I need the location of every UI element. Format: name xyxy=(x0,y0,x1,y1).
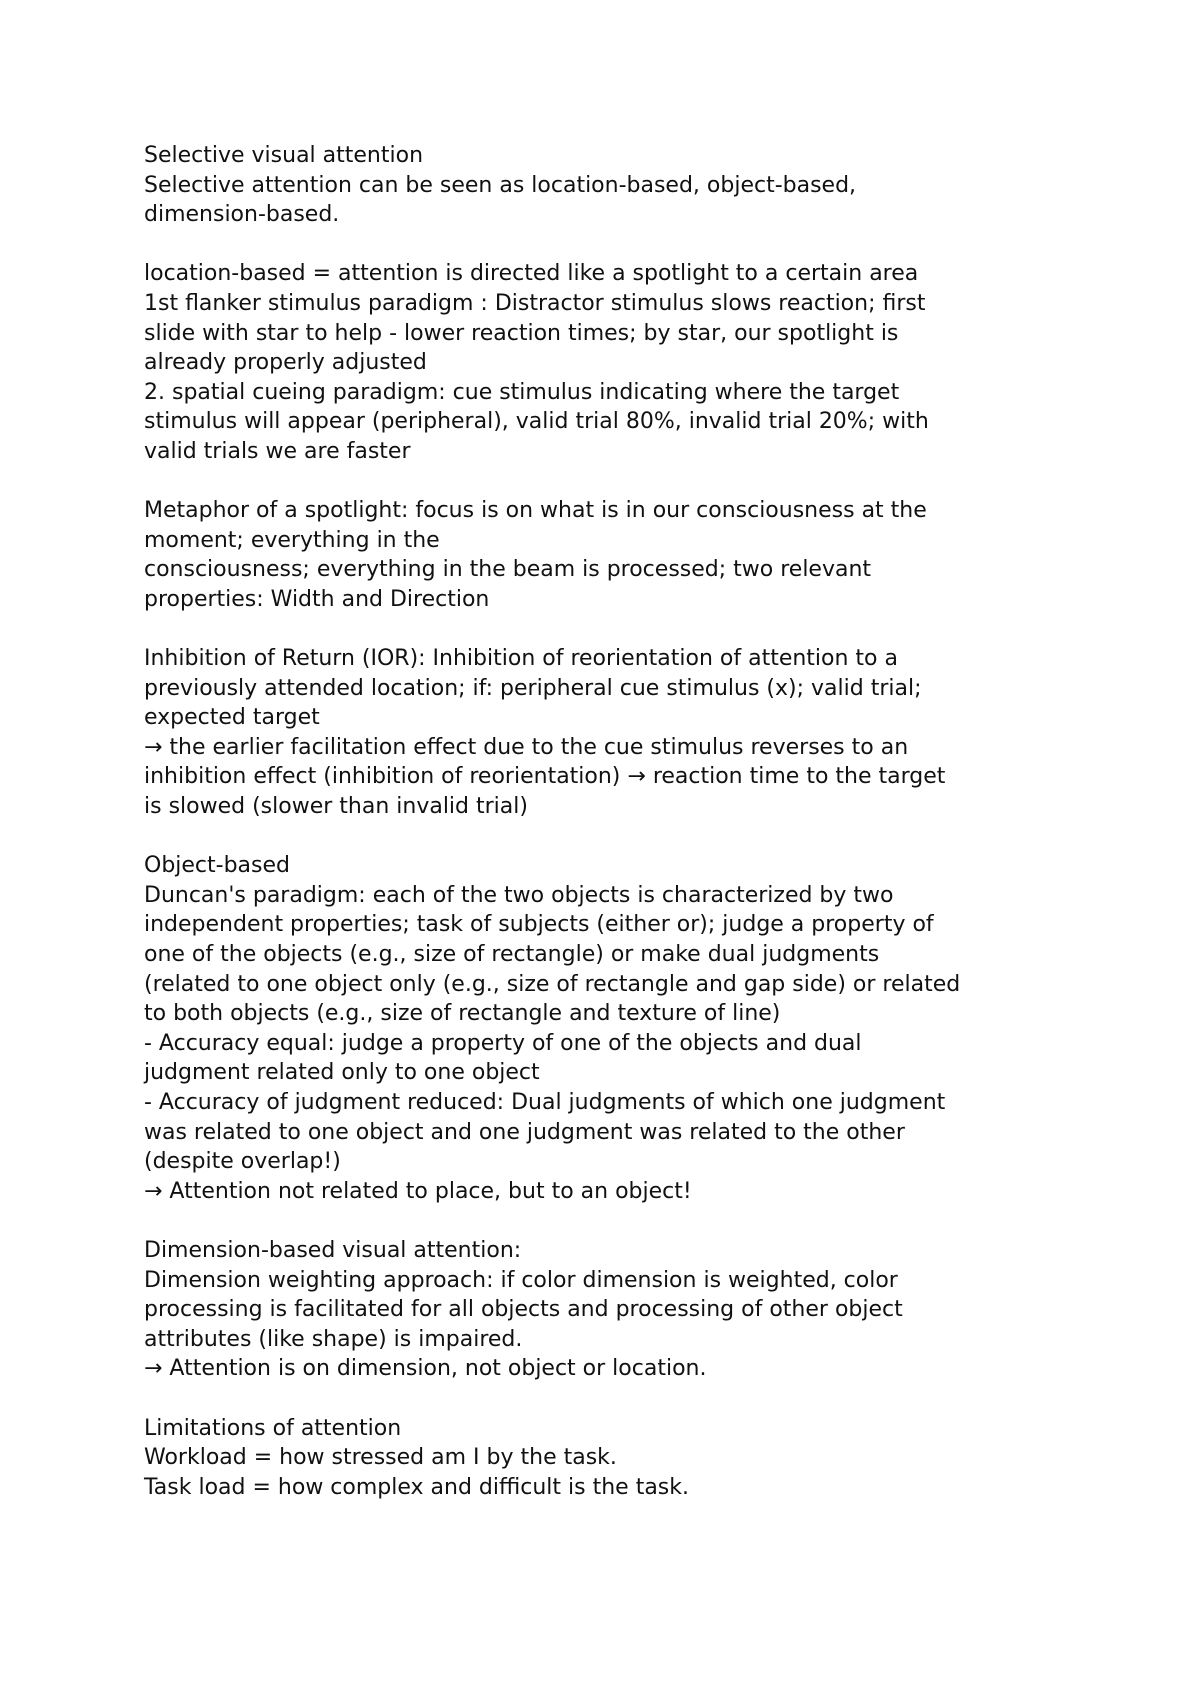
text-line: 1st flanker stimulus paradigm : Distractor stimulus slows reaction; first xyxy=(144,290,926,316)
text-line: Metaphor of a spotlight: focus is on what is in our consciousness at the xyxy=(144,498,927,524)
text-line: slide with star to help - lower reaction times; by star, our spotlight is xyxy=(144,320,899,346)
text-line: location-based = attention is directed like a spotlight to a certain area xyxy=(144,261,919,287)
text-line: Workload = how stressed am I by the task. xyxy=(144,1445,617,1471)
text-line: - Accuracy equal: judge a property of one of the objects and dual xyxy=(144,1030,862,1056)
text-line: (despite overlap!) xyxy=(144,1149,341,1175)
text-line: Inhibition of Return (IOR): Inhibition of reorientation of attention to a xyxy=(144,646,898,672)
text-line: stimulus will appear (peripheral), valid trial 80%, invalid trial 20%; with xyxy=(144,409,929,435)
text-line: → Attention is on dimension, not object or location. xyxy=(144,1356,707,1382)
paragraph-dimension-based xyxy=(144,1236,1084,1384)
text-line: moment; everything in the xyxy=(144,527,440,553)
text-line: → the earlier facilitation effect due to the cue stimulus reverses to an xyxy=(144,734,909,760)
text-line: → Attention not related to place, but to an object! xyxy=(144,1178,692,1204)
paragraph-object-based xyxy=(144,851,1084,1206)
text-line: dimension-based. xyxy=(144,202,340,228)
paragraph-inhibition-of-return xyxy=(144,644,1084,822)
text-line: Dimension weighting approach: if color dimension is weighted, color xyxy=(144,1267,898,1293)
text-line: to both objects (e.g., size of rectangle and texture of line) xyxy=(144,1001,781,1027)
text-line: (related to one object only (e.g., size of rectangle and gap side) or related xyxy=(144,971,961,997)
text-line: is slowed (slower than invalid trial) xyxy=(144,794,528,820)
text-line: valid trials we are faster xyxy=(144,438,411,464)
paragraph-location-based xyxy=(144,259,1084,466)
heading-limitations-of-attention: Limitations of attention xyxy=(144,1415,402,1441)
text-line: independent properties; task of subjects (either or); judge a property of xyxy=(144,912,934,938)
text-line: attributes (like shape) is impaired. xyxy=(144,1326,523,1352)
heading-dimension-based: Dimension-based visual attention: xyxy=(144,1237,522,1263)
paragraph-limitations xyxy=(144,1414,1084,1503)
paragraph-spotlight-metaphor xyxy=(144,496,1084,614)
text-line: Duncan's paradigm: each of the two objects is characterized by two xyxy=(144,882,894,908)
text-line: Selective attention can be seen as location-based, object-based, xyxy=(144,172,857,198)
text-line: - Accuracy of judgment reduced: Dual judgments of which one judgment xyxy=(144,1090,946,1115)
text-line: already properly adjusted xyxy=(144,350,427,376)
text-line: Task load = how complex and difficult is the task. xyxy=(144,1474,689,1500)
text-line: judgment related only to one object xyxy=(144,1060,540,1086)
text-line: consciousness; everything in the beam is processed; two relevant xyxy=(144,557,872,583)
text-line: previously attended location; if: peripheral cue stimulus (x); valid trial; xyxy=(144,675,922,701)
text-line: one of the objects (e.g., size of rectangle) or make dual judgments xyxy=(144,942,880,968)
document-page xyxy=(144,141,1084,1532)
heading-object-based: Object-based xyxy=(144,853,290,879)
paragraph-selective-attention xyxy=(144,141,1084,230)
text-line: processing is facilitated for all objects and processing of other object xyxy=(144,1297,903,1323)
heading-selective-visual-attention: Selective visual attention xyxy=(144,143,424,168)
text-line: expected target xyxy=(144,705,320,731)
text-line: was related to one object and one judgment was related to the other xyxy=(144,1119,905,1145)
text-line: 2. spatial cueing paradigm: cue stimulus indicating where the target xyxy=(144,379,900,405)
text-line: inhibition effect (inhibition of reorientation) → reaction time to the target xyxy=(144,764,946,790)
text-line: properties: Width and Direction xyxy=(144,586,490,612)
